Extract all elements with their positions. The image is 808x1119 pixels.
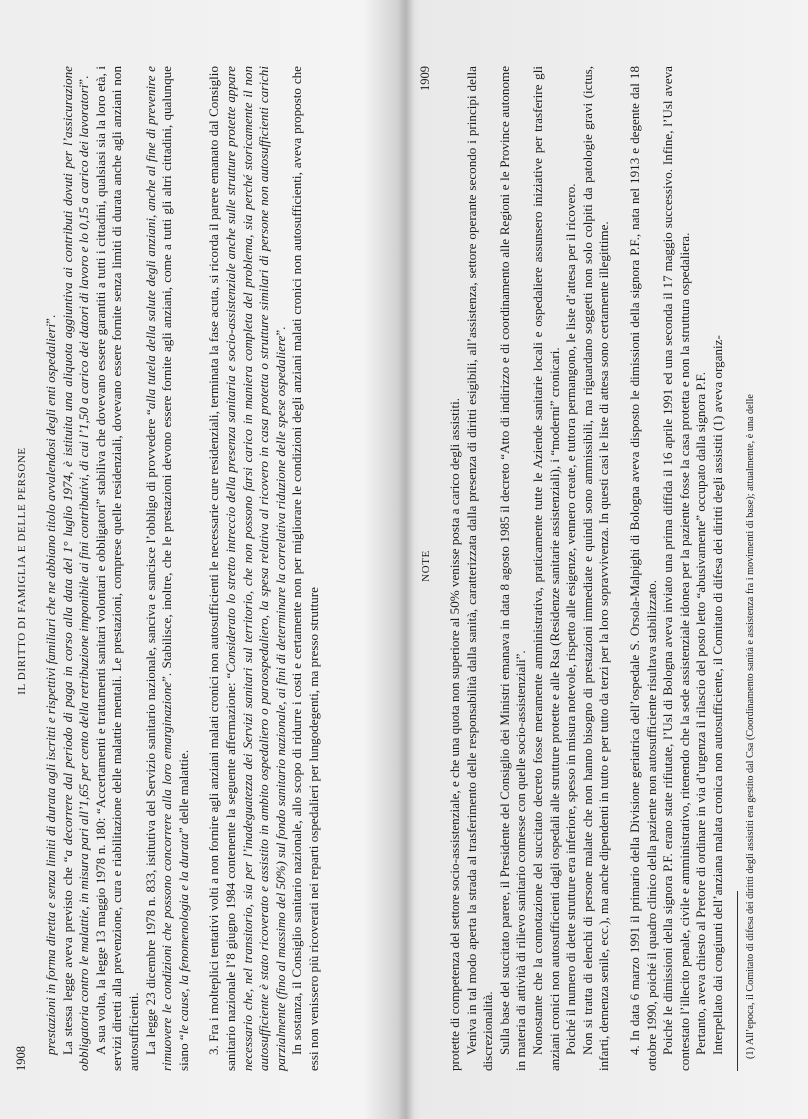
italic-quote: prestazioni in forma diretta e senza limiti di durata agli iscritti e rispettivi familiari che ne abbiano titolo avvalendosi degli enti ospedalieri — [43, 323, 58, 1055]
paragraph — [289, 66, 322, 1071]
paragraph — [143, 66, 193, 1071]
right-running-head — [418, 66, 433, 1071]
text-run: Poiché il numero di dette strutture era inferiore, spesso in misura notevole, rispetto alle esigenze, vennero create, e tuttora permangono, le liste d’attesa per il ricovero. — [563, 183, 579, 1055]
text-run: ” delle malattie. — [175, 749, 191, 834]
text-run: Pertanto, aveva chiesto al Pretore di ordinare in via d’urgenza il rilascio del posto letto “abusivamente” occupato dalla signora P.F. — [693, 371, 709, 1055]
text-run: ”. — [272, 326, 288, 336]
text-run: 4. In data 6 marzo 1991 il primario della Divisione geriatrica dell’ospedale S. Orsola-Malpighi di Bologna aveva disposto le dimissioni della signora P.F., nata nel 1913 e degente dal 18 ottobre 1990, poiché il quadro clinico della paziente non autosufficiente risultava stabilizzato. — [626, 66, 659, 1071]
right-body-text — [447, 66, 727, 1071]
paragraph — [660, 66, 693, 1071]
text-run: A sua volta, la legge 13 maggio 1978 n. 180: “Accertamenti e trattamenti sanitari volontari e obbligatori” stabiliva che dovevano essere garantiti a tutti i cittadini, qualsiasi sia la loro età, i servizi diretti alla prevenzione, cura e riabilitazione delle malattie mentali. Le prestazioni, comprese quelle residenziali, dovevano essere fornite senza limiti di durata anche agli anziani non autosufficienti. — [92, 66, 141, 1071]
paragraph — [43, 66, 60, 1071]
text-run: ”. Stabilisce, inoltre, che le prestazioni devono essere fornite agli anziani, come a tutti gli altri cittadini, qualunque siano “ — [159, 66, 191, 1071]
paragraph — [60, 66, 93, 1071]
text-run: Nonostante che la connotazione del succitato decreto fosse meramente amministrativa, praticamente tutte le Aziende sanitarie locali e ospedaliere assunsero iniziative per trasferire gli anziani cronici non autosufficienti dagli ospedali alle strutture protette e alle Rsa (Residenze sanitarie assistenziali), i “moderni” cronicari. — [529, 66, 562, 1071]
italic-quote: Considerato lo stretto intreccio della presenza sanitaria e socio-assistenziale anche sulle strutture protette appare necessario che, nel transitorio, sia per l’inadeguatezza dei Servizi sanitari sul territorio, che non possono farsi carico in maniera completa del problema, sia perché storicamente il non autosufficiente è stato ricoverato e assistito in ambito ospedaliero o paraospedaliero, la spesa relativa al ricovero in casa protetta o strutture similari di persone non autosufficienti carichi parzialmente (fino al massimo del 50%) sul fondo sanitario nazionale, ai fini di determinare la correlativa riduzione delle spese ospedaliere — [222, 66, 288, 1071]
text-run: Veniva in tal modo aperta la strada al trasferimento delle responsabilità dalla sanità, caratterizzata dalla presenza di diritti esigibili, all’assistenza, settore operante secondo i principi della discrezionalità. — [463, 66, 496, 1071]
left-running-head — [14, 66, 29, 1071]
paragraph — [206, 66, 289, 1071]
footnote: (1) All’epoca, il Comitato di difesa dei diritti degli assistiti era gestito dal Csa (Coordinamento sanità e assistenza fra i movimenti di base); attualmente, è una delle — [744, 394, 756, 1059]
paragraph — [530, 66, 563, 1071]
paragraph — [580, 66, 613, 1071]
text-run: ”. — [43, 314, 58, 324]
left-running-title: IL DIRITTO DI FAMIGLIA E DELLE PERSONE — [16, 447, 28, 695]
text-run: protette di competenza del settore socio-assistenziale, e che una quota non superiore al 50% venisse posta a carico degli assistiti. — [447, 397, 462, 1071]
text-run: Poiché le dimissioni della signora P.F. erano state rifiutate, l’Usl di Bologna aveva inviato una prima diffida il 16 aprile 1991 ed una seconda il 17 maggio successivo. Infine, l’Usl aveva contestato l’illecito penale, civile e amministrativo, ritenendo che la sede assistenziale idonea per la paziente fosse la casa protetta e non la struttura ospedaliera. — [660, 66, 692, 1071]
text-run: Interpellato dai congiunti dell’anziana malata cronica non autosufficiente, il Comitato di difesa dei diritti degli assistiti (1) aveva organiz- — [709, 335, 725, 1055]
paragraph — [710, 66, 727, 1071]
italic-quote: le cause, la fenomenologia e la durata — [175, 833, 191, 1035]
italic-quote: a decorrere dal periodo di paga in corso alla data del 1° luglio 1974, è istituita una aliquota aggiuntiva ai contributi dovuti per l’assicurazione obbligatoria contro le malattie, in misura pari all’1,65 per cento della retribuzione imponibile ai fini contributivi, di cui l’1,50 a carico dei datori di lavoro e lo 0,15 a carico dei lavoratori — [59, 66, 92, 1071]
paragraph — [563, 66, 580, 1071]
paragraph — [693, 66, 710, 1071]
paragraph — [464, 66, 497, 1071]
text-run: Non si tratta di elenchi di persone malate che non hanno bisogno di prestazioni immediate e quindi sono ammissibili, ma riguardano soggetti non solo colpiti da patologie gravi (ictus, infarti, demenza senile, ecc.), ma anche dipendenti in tutto e per tutto da terzi per la loro sopravvivenza. In questi casi le liste di attesa sono certamente illegittime. — [579, 66, 612, 1071]
text-run: 3. Fra i molteplici tentativi volti a non fornire agli anziani malati cronici non autosufficienti le necessarie cure residenziali, terminata la fase acuta, si ricorda il parere emanato dal Consiglio sanitario nazionale l’8 giugno 1984 contenente la seguente affermazione: “ — [206, 66, 238, 1071]
left-body-text — [43, 66, 323, 1071]
paragraph — [497, 66, 530, 1071]
italic-quote: alla tutela della salute degli anziani, anche al fine di prevenire e rimuovere le condizioni che possono concorrere alla loro emarginazione — [142, 66, 175, 1071]
book-gutter — [398, 0, 414, 1119]
footnote-rule — [737, 891, 738, 1071]
right-running-title: NOTE — [420, 550, 432, 582]
right-page — [404, 0, 808, 1119]
left-page-number: 1908 — [14, 1046, 28, 1071]
text-run: La stessa legge aveva previsto che “ — [59, 856, 75, 1055]
paragraph — [93, 66, 143, 1071]
text-run: Sulla base del succitato parere, il Presidente del Consiglio dei Ministri emanava in data 8 agosto 1985 il decreto “Atto di indirizzo e di coordinamento alle Regioni e le Province autonome in materia di attività di rilievo sanitario connesse con quelle socio-assistenziali”. — [496, 66, 529, 1071]
paragraph — [447, 66, 464, 1071]
text-run: ”. — [76, 75, 92, 85]
text-run: La legge 23 dicembre 1978 n. 833, istitutiva del Servizio sanitario nazionale, sanciva e sancisce l’obbligo di provvedere “ — [142, 409, 158, 1055]
text-run: In sostanza, il Consiglio sanitario nazionale, allo scopo di ridurre i costi e certamente non per migliorare le condizioni degli anziani malati cronici non autosufficienti, aveva proposto che essi non venissero più ricoverati nei reparti ospedalieri per lungodegenti, ma presso strutture — [289, 66, 321, 1071]
paragraph — [627, 66, 660, 1071]
right-page-number: 1909 — [418, 66, 432, 92]
